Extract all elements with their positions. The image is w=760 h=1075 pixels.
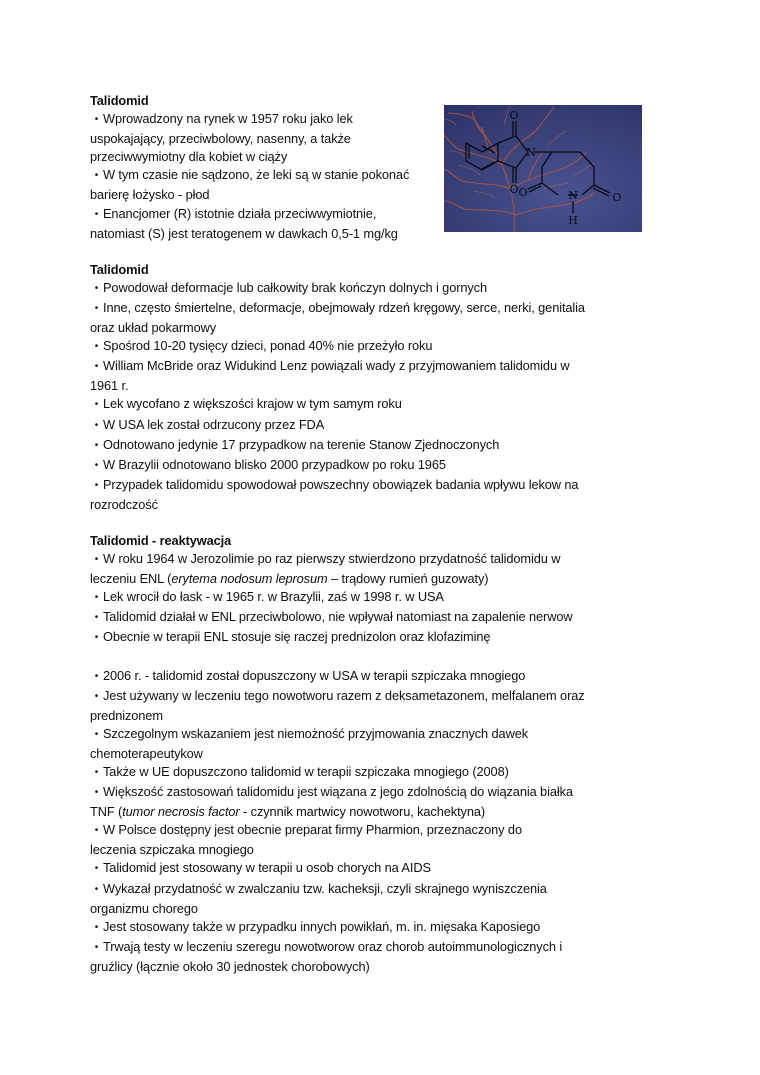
bullet-dot: • bbox=[94, 208, 99, 220]
bullet-item: • 2006 r. - talidomid został dopuszczony w USA w terapii szpiczaka mnogiego bbox=[90, 667, 610, 687]
bullet-item: • Jest używany w leczeniu tego nowotworu razem z deksametazonem, melfalanem oraz bbox=[90, 687, 610, 707]
bullet-dot: • bbox=[94, 419, 99, 431]
bullet-dot: • bbox=[94, 825, 99, 837]
bullet-item: • Talidomid działał w ENL przeciwbolowo, nie wpływał natomiast na zapalenie nerwow bbox=[90, 608, 610, 628]
bullet-continuation: uspokajający, przeciwbolowy, nasenny, a także bbox=[90, 131, 351, 147]
atom-o-left: O bbox=[518, 186, 528, 199]
bullet-item: • Szczegolnym wskazaniem jest niemożność przyjmowania znacznych dawek bbox=[90, 725, 610, 745]
bullet-dot: • bbox=[94, 612, 99, 624]
bullet-item: • Talidomid jest stosowany w terapii u osob chorych na AIDS bbox=[90, 859, 610, 879]
bullet-continuation: 1961 r. bbox=[90, 378, 129, 394]
bullet-dot: • bbox=[94, 728, 99, 740]
bullet-item: • Spośrod 10-20 tysięcy dzieci, ponad 40% nie przeżyło roku bbox=[90, 337, 610, 357]
bullet-dot: • bbox=[94, 554, 99, 566]
bullet-item: • Obecnie w terapii ENL stosuje się raczej prednizolon oraz klofaziminę bbox=[90, 628, 610, 648]
bullet-item: • William McBride oraz Widukind Lenz powiązali wady z przyjmowaniem talidomidu w bbox=[90, 357, 610, 377]
bullet-dot: • bbox=[94, 921, 99, 933]
bullet-continuation: leczenia szpiczaka mnogiego bbox=[90, 842, 254, 858]
atom-o-top: O bbox=[509, 109, 519, 122]
atom-n-ring: N bbox=[526, 146, 536, 159]
bullet-dot: • bbox=[94, 114, 99, 126]
bullet-item: • Trwają testy w leczeniu szeregu nowotworow oraz chorob autoimmunologicznych i bbox=[90, 938, 610, 958]
atom-h: H bbox=[568, 214, 578, 227]
bullet-item: • Lek wrocił do łask - w 1965 r. w Brazylii, zaś w 1998 r. w USA bbox=[90, 588, 610, 608]
bullet-dot: • bbox=[94, 883, 99, 895]
bullet-item: • W Brazylii odnotowano blisko 2000 przypadkow po roku 1965 bbox=[90, 456, 610, 476]
section-effects bbox=[90, 261, 610, 514]
bullet-dot: • bbox=[94, 632, 99, 644]
section-title: Talidomid - reaktywacja bbox=[90, 532, 232, 548]
atom-o-bottom: O bbox=[509, 183, 519, 196]
bullet-dot: • bbox=[94, 170, 99, 182]
bullet-item: • Jest stosowany także w przypadku innych powikłań, m. in. mięsaka Kaposiego bbox=[90, 918, 610, 938]
bullet-dot: • bbox=[94, 941, 99, 953]
bullet-continuation: chemoterapeutykow bbox=[90, 745, 203, 761]
bullet-dot: • bbox=[94, 787, 99, 799]
bullet-dot: • bbox=[94, 479, 99, 491]
atom-n-bottom: N bbox=[568, 189, 578, 202]
bullet-item: • Większość zastosowań talidomidu jest wiązana z jego zdolnością do wiązania białka bbox=[90, 783, 610, 803]
bullet-continuation: TNF (tumor necrosis factor - czynnik martwicy nowotworu, kachektyna) bbox=[90, 804, 486, 820]
section-introduction bbox=[90, 92, 435, 243]
bullet-dot: • bbox=[94, 282, 99, 294]
document-text bbox=[90, 92, 610, 976]
bullet-dot: • bbox=[94, 361, 99, 373]
bullet-dot: • bbox=[94, 767, 99, 778]
bullet-continuation: natomiast (S) jest teratogenem w dawkach 0,5-1 mg/kg bbox=[90, 225, 398, 241]
bullet-dot: • bbox=[94, 399, 99, 411]
section-title: Talidomid bbox=[90, 261, 149, 277]
bullet-continuation: rozrodczość bbox=[90, 496, 158, 512]
bullet-item: • Wykazał przydatność w zwalczaniu tzw. kacheksji, czyli skrajnego wyniszczenia bbox=[90, 880, 610, 900]
bullet-item: • Przypadek talidomidu spowodował powszechny obowiązek badania wpływu lekow na bbox=[90, 476, 610, 496]
bullet-continuation: przeciwwymiotny dla kobiet w ciąży bbox=[90, 149, 288, 165]
bullet-dot: • bbox=[94, 459, 99, 471]
bullet-item: • W Polsce dostępny jest obecnie preparat firmy Pharmion, przeznaczony do bbox=[90, 821, 610, 841]
bullet-continuation: prednizonem bbox=[90, 707, 163, 723]
bullet-dot: • bbox=[94, 439, 99, 451]
bullet-continuation: barierę łożysko - płod bbox=[90, 187, 210, 203]
bullet-item: • W USA lek został odrzucony przez FDA bbox=[90, 416, 610, 436]
bullet-continuation: leczeniu ENL (erytema nodosum leprosum – trądowy rumień guzowaty) bbox=[90, 571, 489, 587]
bullet-continuation: oraz układ pokarmowy bbox=[90, 320, 217, 336]
bullet-item: • Wprowadzony na rynek w 1957 roku jako lek bbox=[90, 110, 435, 130]
bullet-item: • Odnotowano jedynie 17 przypadkow na terenie Stanow Zjednoczonych bbox=[90, 436, 610, 456]
bullet-dot: • bbox=[94, 302, 99, 314]
bullet-continuation: organizmu chorego bbox=[90, 900, 198, 916]
bullet-item: • Powodował deformacje lub całkowity brak kończyn dolnych i gornych bbox=[90, 279, 610, 299]
bullet-item: • Lek wycofano z większości krajow w tym samym roku bbox=[90, 395, 610, 415]
bullet-item: • W roku 1964 w Jerozolimie po raz pierwszy stwierdzono przydatność talidomidu w bbox=[90, 550, 610, 570]
bullet-continuation: gruźlicy (łącznie około 30 jednostek chorobowych) bbox=[90, 958, 370, 974]
bullet-dot: • bbox=[94, 592, 99, 604]
bullet-dot: • bbox=[94, 670, 99, 682]
bullet-dot: • bbox=[94, 863, 99, 875]
bullet-item: • Inne, często śmiertelne, deformacje, obejmowały rdzeń kręgowy, serce, nerki, genitalia bbox=[90, 299, 610, 319]
atom-o-right: O bbox=[612, 191, 622, 204]
bullet-dot: • bbox=[94, 690, 99, 702]
section-title: Talidomid bbox=[90, 93, 149, 108]
bullet-item: • W tym czasie nie sądzono, że leki są w stanie pokonać bbox=[90, 166, 435, 186]
section-reactivation bbox=[90, 532, 610, 976]
bullet-item: • Także w UE dopuszczono talidomid w terapii szpiczaka mnogiego (2008) bbox=[90, 763, 610, 783]
bullet-item: • Enancjomer (R) istotnie działa przeciwwymiotnie, bbox=[90, 205, 435, 225]
bullet-dot: • bbox=[94, 341, 99, 353]
